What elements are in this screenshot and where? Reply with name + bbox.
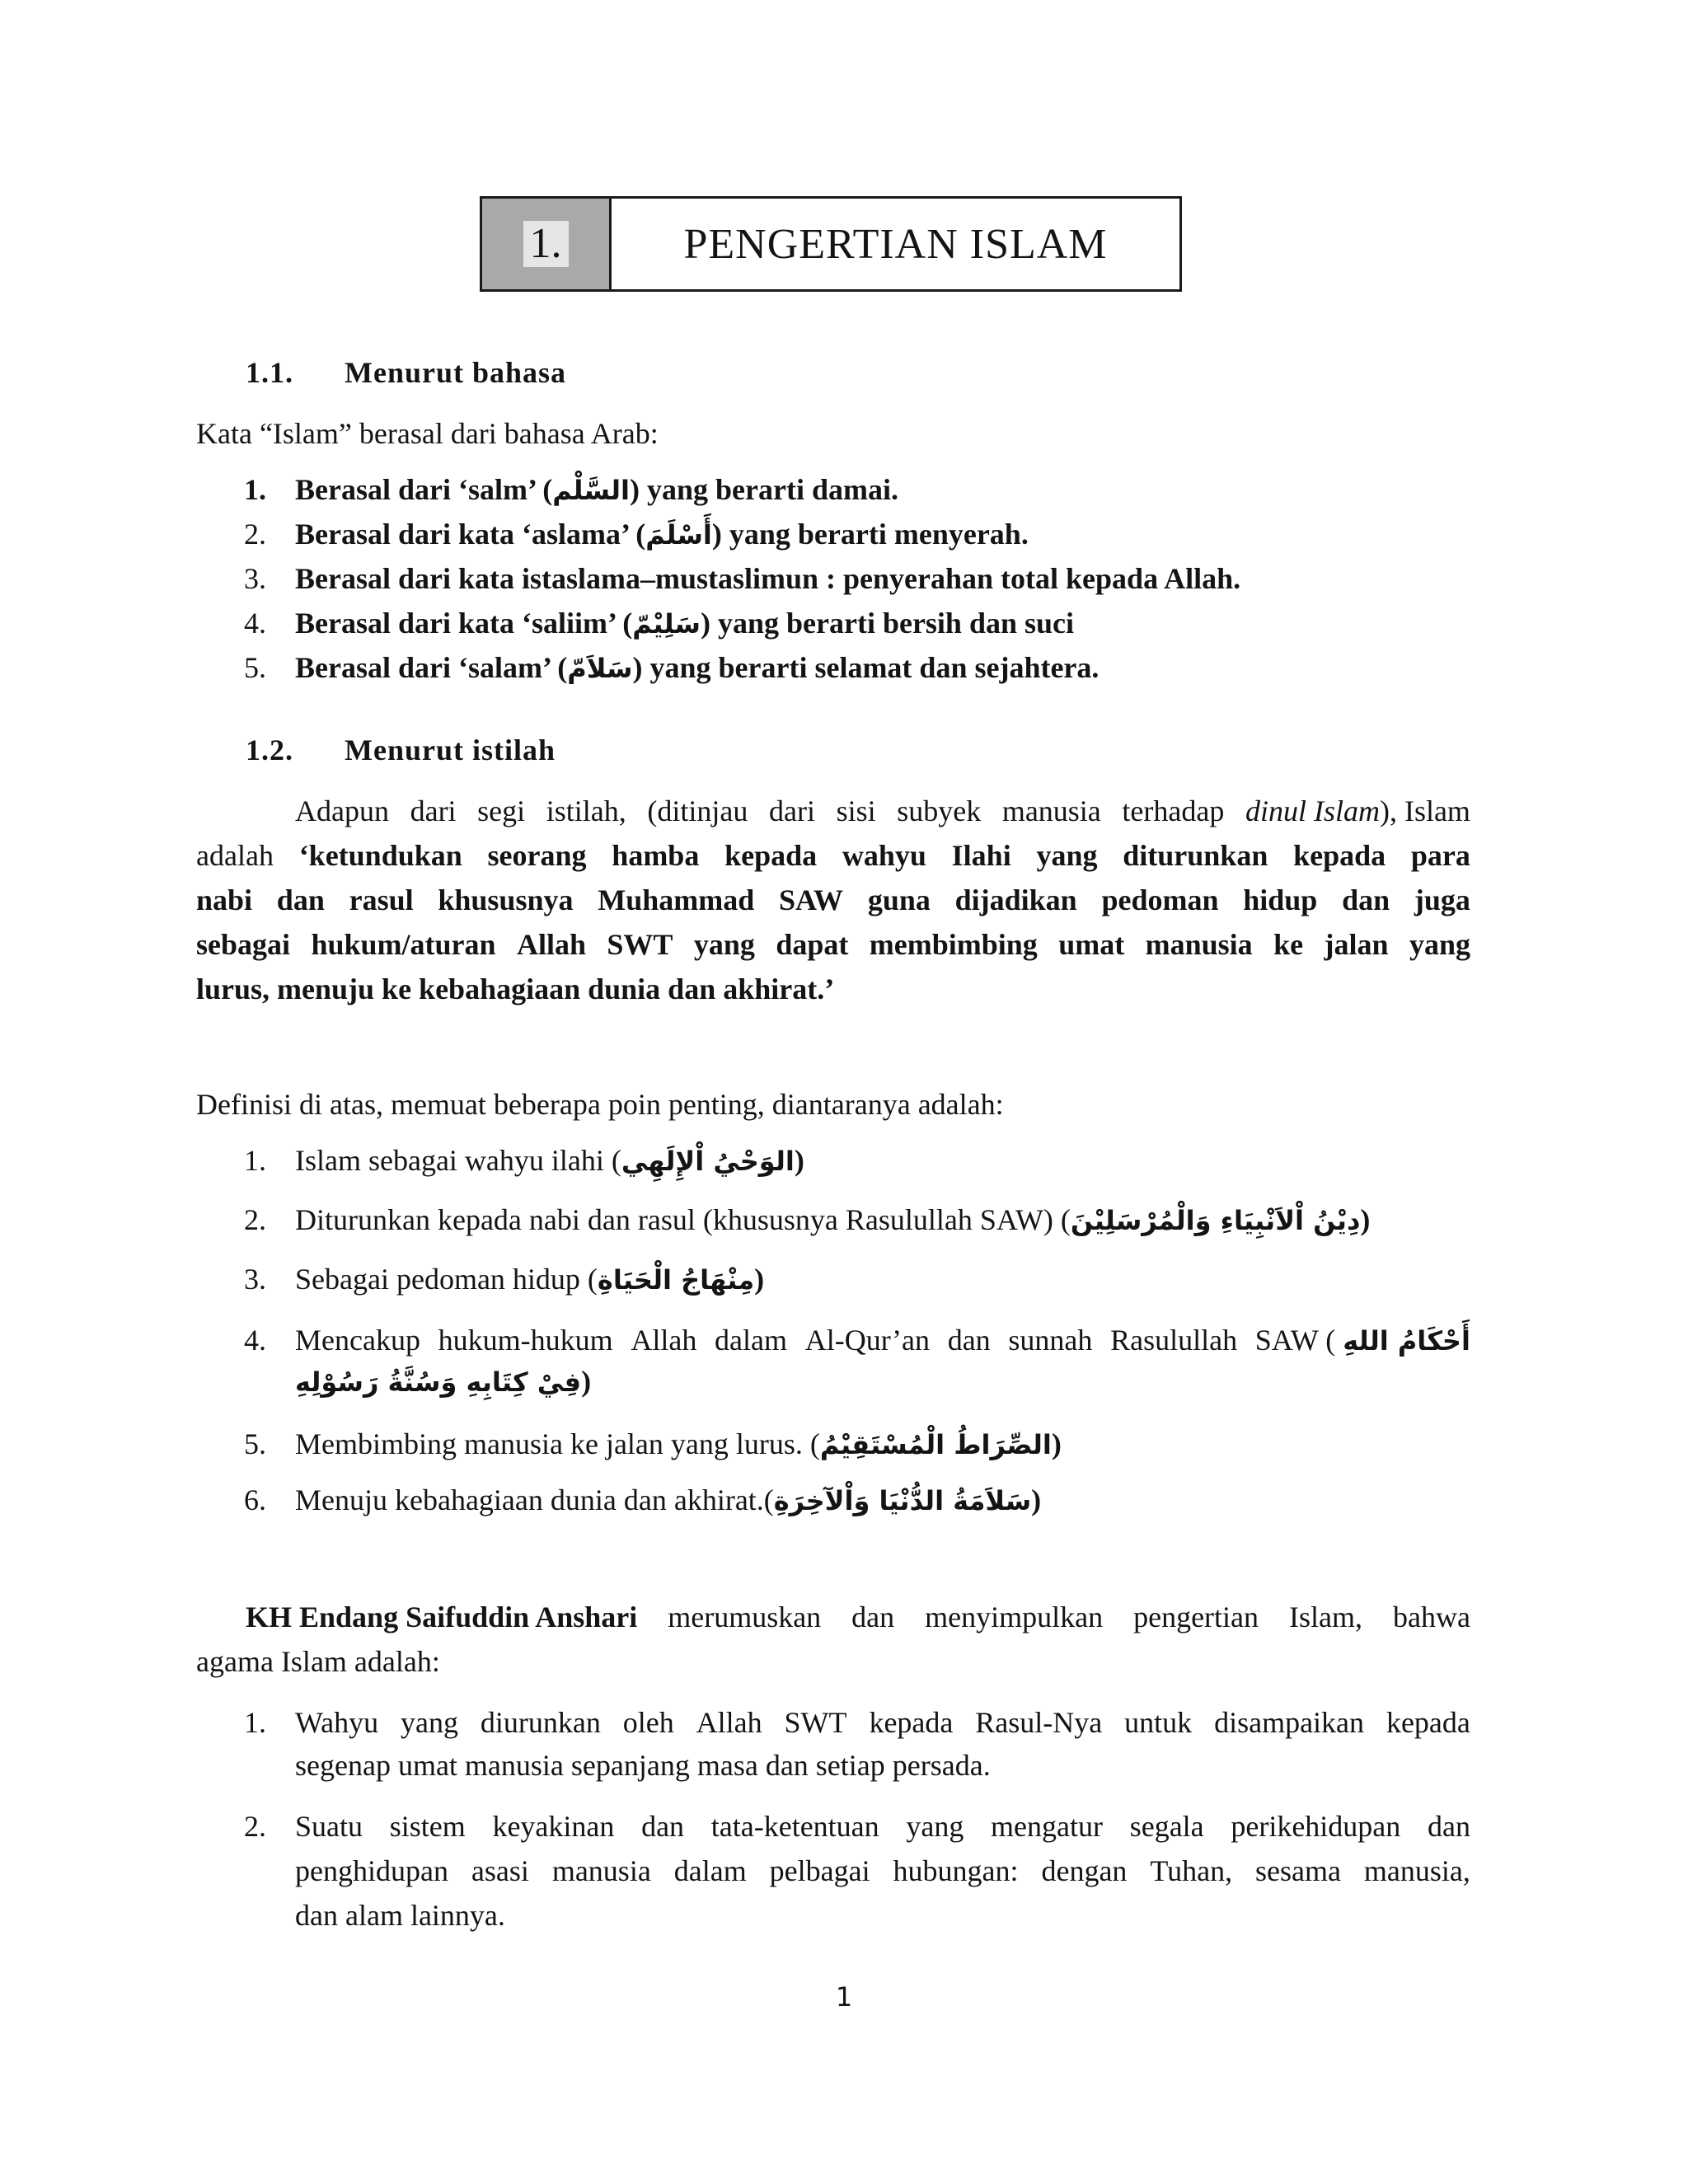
etymology-item-number: 3.: [244, 562, 266, 595]
word: untuk: [1124, 1706, 1193, 1739]
word: manusia: [1145, 928, 1253, 961]
word: SAW: [779, 883, 844, 916]
page-number: 1: [835, 1981, 853, 2013]
section-1-intro: Kata “Islam” berasal dari bahasa Arab:: [196, 417, 659, 450]
word: hukum-hukum: [438, 1324, 613, 1357]
etymology-item-text: Berasal dari kata ‘aslama’ (: [295, 518, 646, 551]
word: dalam: [673, 1854, 747, 1887]
word: kepada: [869, 1706, 954, 1739]
arabic-term: سَلاَمّ: [567, 653, 633, 684]
word: diturunkan: [1123, 839, 1268, 872]
word: adalah: [196, 839, 274, 872]
word: jalan: [1324, 928, 1389, 961]
section-1-title: Menurut bahasa: [345, 356, 567, 389]
paren: ): [754, 1263, 765, 1296]
etymology-item-text: Berasal dari ‘salm’ (: [295, 473, 553, 506]
word: pelbagai: [769, 1854, 870, 1887]
word: Wahyu: [295, 1706, 379, 1739]
word: SAW: [1254, 1324, 1319, 1357]
word: terhadap: [1122, 794, 1225, 827]
etymology-item: [295, 649, 1099, 687]
anshari-item-line: segenap umat manusia sepanjang masa dan setiap persada.: [295, 1749, 991, 1782]
word: kepada: [724, 839, 818, 872]
definition-paragraph-line: lurus, menuju ke kebahagiaan dunia dan akhirat.’: [196, 972, 835, 1005]
etymology-item-text: Berasal dari kata istaslama–mustaslimun : penyerahan total kepada Allah.: [295, 562, 1241, 595]
word: diurunkan: [480, 1706, 601, 1739]
definition-paragraph-line: [196, 837, 1470, 874]
arabic-term: أَحْكَامُ اللهِ: [1343, 1325, 1470, 1357]
word: nabi: [196, 883, 253, 916]
chapter-number: 1.: [523, 221, 569, 267]
arabic-term: الوَحْيُ اْلإِلَهِي: [621, 1146, 795, 1177]
word: Suatu: [295, 1810, 363, 1843]
anshari-item-line: [295, 1808, 1470, 1844]
word: Islam,: [1289, 1601, 1362, 1633]
arabic-term: فِيْ كِتَابِهِ وَسُنَّةُ رَسُوْلِهِ: [295, 1366, 582, 1398]
word: guna: [867, 883, 931, 916]
definition-point: [295, 1202, 1370, 1239]
anshari-item-number: 1.: [244, 1706, 266, 1739]
word: dan: [1342, 883, 1390, 916]
word: dari: [768, 794, 815, 827]
definition-point-continuation: [295, 1363, 591, 1400]
chapter-number-cell: [482, 199, 612, 289]
paren: ): [1360, 1203, 1371, 1236]
etymology-item-meaning: ) yang berarti bersih dan suci: [700, 607, 1075, 640]
point-number: 4.: [244, 1324, 266, 1357]
anshari-item-line: [295, 1853, 1470, 1889]
word: Mencakup: [295, 1324, 420, 1357]
author-name: KH Endang Saifuddin Anshari: [246, 1601, 638, 1633]
word: dan: [1428, 1810, 1470, 1843]
word: SWT: [784, 1706, 847, 1739]
paren: ): [794, 1144, 804, 1177]
point-number: 1.: [244, 1144, 266, 1177]
word: bahwa: [1392, 1601, 1470, 1633]
arabic-term: سَلِيْمّ: [632, 608, 701, 640]
word: dalam: [715, 1324, 788, 1357]
point-number: 2.: [244, 1203, 266, 1236]
word: wahyu: [842, 839, 926, 872]
point-text: Menuju kebahagiaan dunia dan akhirat.(: [295, 1483, 774, 1516]
word: subyek: [897, 794, 982, 827]
word: hidup: [1243, 883, 1318, 916]
word: hamba: [612, 839, 700, 872]
paren: ): [581, 1365, 592, 1398]
point-number: 6.: [244, 1483, 266, 1516]
word: oleh: [622, 1706, 674, 1739]
word: asasi: [471, 1854, 529, 1887]
definition-point: [295, 1261, 764, 1298]
word: manusia,: [1363, 1854, 1470, 1887]
etymology-item-meaning: ) yang berarti menyerah.: [711, 518, 1029, 551]
word: Al-Qur’an: [804, 1324, 930, 1357]
arabic-term: مِنْهَاجُ الْحَيَاةِ: [597, 1264, 755, 1296]
word: sebagai: [196, 928, 291, 961]
word: rasul: [349, 883, 414, 916]
word: dari: [410, 794, 457, 827]
arabic-term: السَّلْم: [552, 475, 630, 506]
definition-paragraph-line: [295, 793, 1470, 829]
word: (ditinjau: [647, 794, 748, 827]
etymology-item: [295, 471, 898, 509]
word: Rasulullah: [1110, 1324, 1238, 1357]
word: yang: [906, 1810, 964, 1843]
section-2-number: 1.2.: [246, 733, 293, 766]
word: istilah,: [546, 794, 626, 827]
etymology-item-number: 1.: [244, 473, 266, 506]
word: para: [1410, 839, 1470, 872]
definition-point: [295, 1426, 1062, 1463]
point-text: Diturunkan kepada nabi dan rasul (khususnya Rasulullah SAW) (: [295, 1203, 1071, 1236]
word: merumuskan: [668, 1601, 822, 1633]
word: pedoman: [1101, 883, 1219, 916]
arabic-term: دِيْنُ اْلاَنْبِيَاءِ وَالْمُرْسَلِيْنَ: [1070, 1205, 1361, 1236]
word: disampaikan: [1214, 1706, 1365, 1739]
paren: ): [1051, 1427, 1062, 1460]
word: dan: [947, 1324, 991, 1357]
word: ke: [1273, 928, 1304, 961]
word: Tuhan,: [1150, 1854, 1233, 1887]
word: hubungan:: [893, 1854, 1019, 1887]
word: yang: [693, 928, 755, 961]
anshari-paragraph-line: agama Islam adalah:: [196, 1645, 440, 1678]
word: SWT: [607, 928, 673, 961]
word: kepada: [1293, 839, 1386, 872]
word: tata-ketentuan: [710, 1810, 879, 1843]
anshari-item-number: 2.: [244, 1810, 266, 1843]
paren: (: [1325, 1324, 1336, 1357]
word: umat: [1058, 928, 1125, 961]
word: ), Islam: [1379, 794, 1470, 827]
arabic-term: أَسْلَمَ: [645, 519, 712, 551]
word: perikehidupan: [1231, 1810, 1401, 1843]
word: Allah: [516, 928, 586, 961]
word: mengatur: [991, 1810, 1103, 1843]
etymology-item-number: 5.: [244, 651, 266, 684]
word: dan: [276, 883, 325, 916]
etymology-item-meaning: ) yang berarti selamat dan sejahtera.: [632, 651, 1100, 684]
anshari-paragraph-line: [246, 1599, 1470, 1635]
word: Muhammad: [598, 883, 755, 916]
point-number: 5.: [244, 1427, 266, 1460]
word: khususnya: [438, 883, 574, 916]
word: pengertian: [1133, 1601, 1259, 1633]
word: yang: [400, 1706, 458, 1739]
word: juga: [1414, 883, 1470, 916]
definition-intro: Definisi di atas, memuat beberapa poin penting, diantaranya adalah:: [196, 1088, 1004, 1121]
word: sesama: [1255, 1854, 1341, 1887]
chapter-header-box: [480, 196, 1182, 292]
word: dapat: [776, 928, 849, 961]
word: dijadikan: [954, 883, 1077, 916]
etymology-item-text: Berasal dari kata ‘saliim’ (: [295, 607, 633, 640]
etymology-item: [295, 605, 1074, 642]
point-number: 3.: [244, 1263, 266, 1296]
word: segi: [477, 794, 526, 827]
word: dengan: [1041, 1854, 1128, 1887]
anshari-item-line: [295, 1704, 1470, 1741]
etymology-item: [295, 560, 1240, 597]
arabic-term: سَلاَمَةُ الدُّنْيَا وَاْلآخِرَةِ: [773, 1485, 1032, 1516]
word: Adapun: [295, 794, 389, 827]
point-text: Sebagai pedoman hidup (: [295, 1263, 598, 1296]
word: Allah: [631, 1324, 697, 1357]
etymology-item-text: Berasal dari ‘salam’ (: [295, 651, 568, 684]
word: seorang: [487, 839, 587, 872]
word: menyimpulkan: [925, 1601, 1104, 1633]
section-2-title: Menurut istilah: [345, 733, 556, 766]
definition-paragraph-line: [196, 882, 1470, 918]
word: sistem: [389, 1810, 466, 1843]
etymology-item: [295, 516, 1029, 553]
definition-paragraph-line: [196, 926, 1470, 963]
word: sisi: [836, 794, 876, 827]
word: yang: [1409, 928, 1470, 961]
word: manusia: [1001, 794, 1101, 827]
etymology-item-meaning: ) yang berarti damai.: [629, 473, 898, 506]
chapter-title: PENGERTIAN ISLAM: [683, 220, 1108, 268]
word: membimbing: [869, 928, 1038, 961]
word: hukum/aturan: [311, 928, 496, 961]
point-text: Membimbing manusia ke jalan yang lurus. (: [295, 1427, 820, 1460]
word: dan: [641, 1810, 685, 1843]
paren: ): [1031, 1483, 1042, 1516]
italic-term-dinul-islam: dinul Islam: [1245, 794, 1380, 827]
etymology-item-number: 2.: [244, 518, 266, 551]
etymology-item-number: 4.: [244, 607, 266, 640]
definition-point: [295, 1482, 1041, 1519]
anshari-item-line: dan alam lainnya.: [295, 1899, 505, 1932]
word: kepada: [1386, 1706, 1470, 1739]
word: Rasul-Nya: [975, 1706, 1103, 1739]
word: keyakinan: [492, 1810, 615, 1843]
word: penghidupan: [295, 1854, 448, 1887]
word: Allah: [696, 1706, 762, 1739]
word: sunnah: [1008, 1324, 1093, 1357]
word: dan: [851, 1601, 895, 1633]
word: ‘ketundukan: [298, 839, 462, 872]
word: yang: [1036, 839, 1098, 872]
word: manusia: [551, 1854, 651, 1887]
point-text: Islam sebagai wahyu ilahi (: [295, 1144, 621, 1177]
word: segala: [1129, 1810, 1204, 1843]
word: Ilahi: [951, 839, 1011, 872]
section-1-number: 1.1.: [246, 356, 293, 389]
arabic-term: الصِّرَاطُ الْمُسْتَقِيْمُ: [819, 1429, 1052, 1460]
definition-point: [295, 1142, 804, 1179]
definition-point: [295, 1322, 1470, 1359]
